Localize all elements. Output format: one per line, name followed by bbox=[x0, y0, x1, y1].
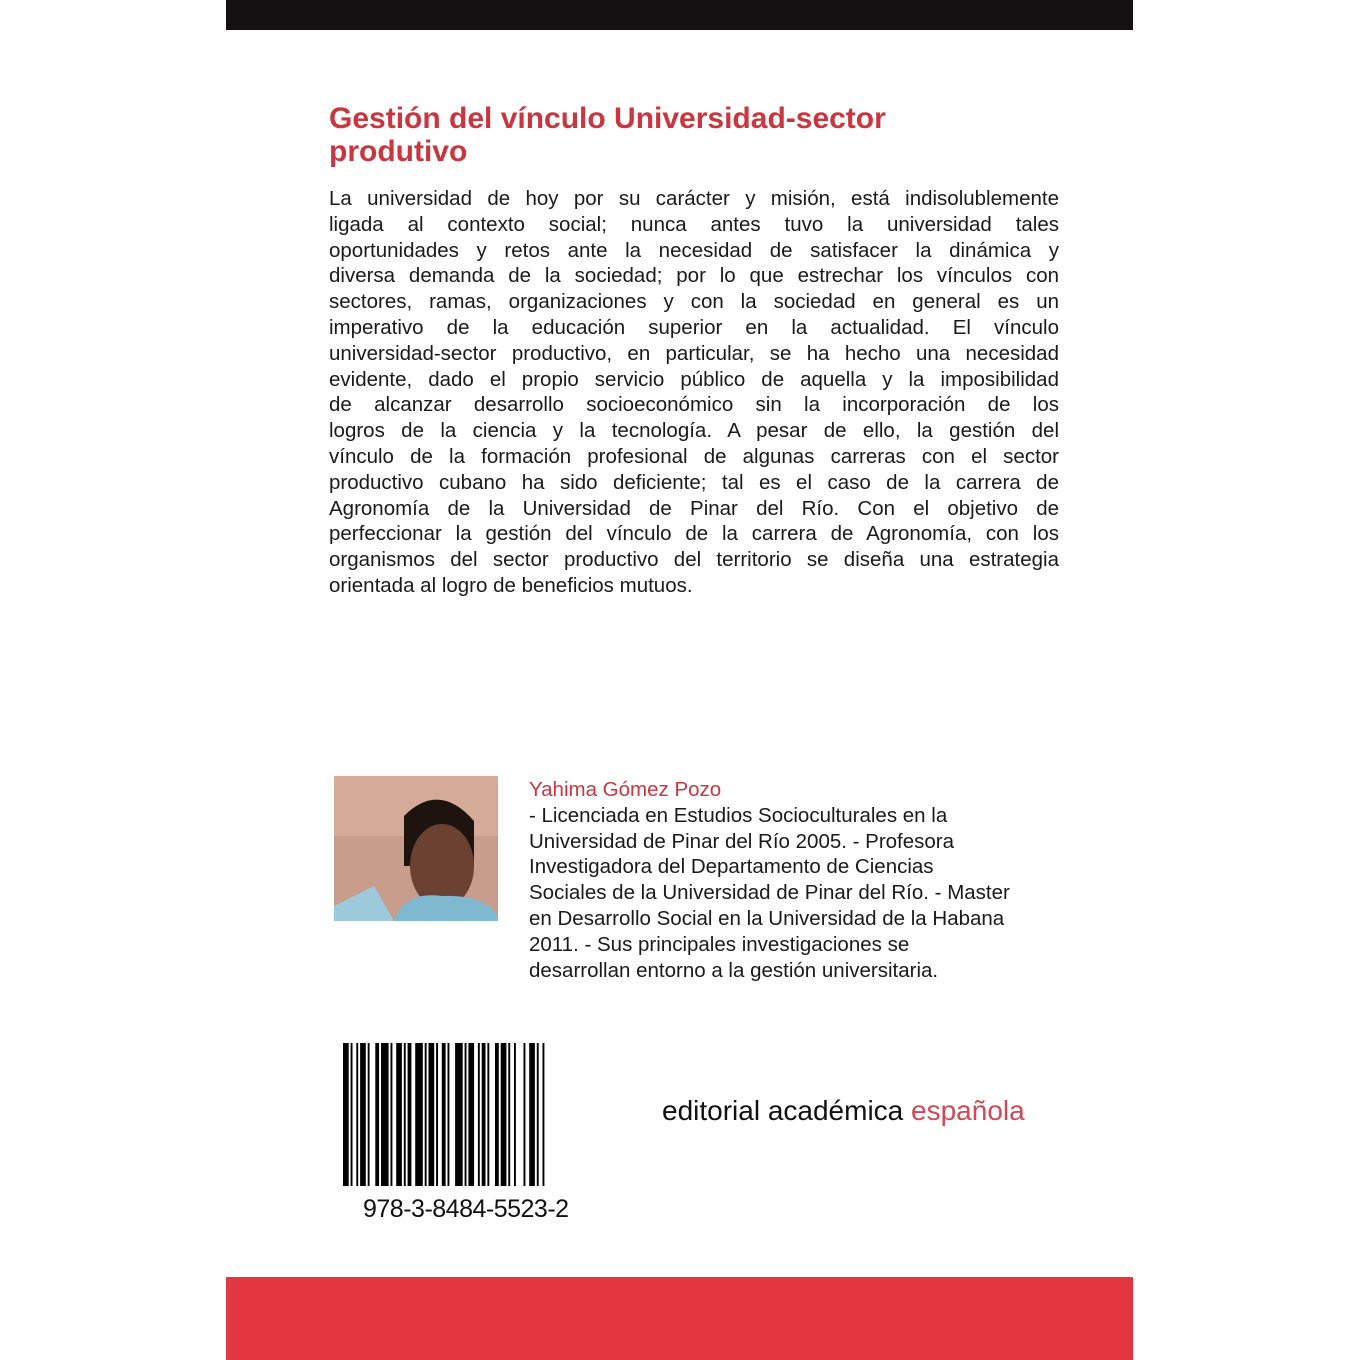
blurb-line: oportunidades y retos ante la necesidad de satisfacer la dinámica y bbox=[329, 238, 1059, 262]
barcode-bar bbox=[524, 1043, 526, 1186]
barcode-bar bbox=[360, 1043, 366, 1186]
blurb-line: logros de la ciencia y la tecnología. A pesar de ello, la gestión del bbox=[329, 419, 1059, 443]
barcode-bar bbox=[508, 1043, 510, 1186]
blurb-line: La universidad de hoy por su carácter y misión, está indisolublemente bbox=[329, 187, 1059, 210]
barcode-bar bbox=[529, 1043, 535, 1186]
bio-line: Investigadora del Departamento de Ciencias bbox=[529, 855, 934, 879]
publisher-logo bbox=[662, 1095, 1025, 1127]
barcode-bar bbox=[375, 1043, 379, 1186]
barcode-bar bbox=[514, 1043, 516, 1186]
barcode-bar bbox=[381, 1043, 389, 1186]
barcode-bar bbox=[537, 1043, 539, 1186]
barcode-bar bbox=[436, 1043, 438, 1186]
barcode-bar bbox=[501, 1043, 507, 1186]
barcode-bar bbox=[356, 1043, 358, 1186]
barcode-bar bbox=[448, 1043, 450, 1186]
barcode-bar bbox=[495, 1043, 499, 1186]
barcode-bar bbox=[351, 1043, 353, 1186]
barcode-bar bbox=[408, 1043, 412, 1186]
book-back-cover bbox=[226, 0, 1133, 1360]
blurb-line: orientada al logro de beneficios mutuos. bbox=[329, 573, 693, 597]
blurb-line: productivo cubano ha sido deficiente; tal es el caso de la carrera de bbox=[329, 470, 1059, 494]
blurb-line: organismos del sector productivo del territorio se diseña una estrategia bbox=[329, 548, 1059, 572]
bio-line: desarrollan entorno a la gestión universitaria. bbox=[529, 958, 939, 982]
barcode-bar bbox=[465, 1043, 467, 1186]
barcode-bar bbox=[468, 1043, 474, 1186]
barcode-bar bbox=[455, 1043, 463, 1186]
barcode-bar bbox=[487, 1043, 489, 1186]
author-photo bbox=[334, 776, 498, 921]
blurb-line: sectores, ramas, organizaciones y con la sociedad en general es un bbox=[329, 290, 1059, 314]
barcode-bar bbox=[429, 1043, 435, 1186]
barcode-bar bbox=[425, 1043, 427, 1186]
blurb-line: de alcanzar desarrollo socioeconómico sin la incorporación de los bbox=[329, 393, 1059, 417]
barcode-bar bbox=[343, 1043, 349, 1186]
bottom-red-band bbox=[226, 1277, 1133, 1360]
blurb-line: Agronomía de la Universidad de Pinar del Río. Con el objetivo de bbox=[329, 496, 1059, 520]
book-title: Gestión del vínculo Universidad-sector produtivo bbox=[329, 102, 886, 168]
blurb-line: perfeccionar la gestión del vínculo de la carrera de Agronomía, con los bbox=[329, 522, 1059, 546]
blurb-line: ligada al contexto social; nunca antes tuvo la universidad tales bbox=[329, 212, 1059, 236]
isbn-number: 978-3-8484-5523-2 bbox=[363, 1195, 569, 1223]
barcode-bar bbox=[543, 1043, 545, 1186]
bio-line: Sociales de la Universidad de Pinar del Río. - Master bbox=[529, 881, 1010, 905]
author-section bbox=[529, 777, 1069, 983]
bio-line: - Licenciada en Estudios Socioculturales en la bbox=[529, 803, 948, 827]
book-blurb bbox=[329, 186, 1059, 599]
barcode-bar bbox=[368, 1043, 370, 1186]
top-black-band bbox=[226, 0, 1133, 30]
barcode-bar bbox=[404, 1043, 406, 1186]
barcode-bar bbox=[396, 1043, 402, 1186]
blurb-line: vínculo de la formación profesional de algunas carreras con el sector bbox=[329, 444, 1059, 468]
barcode-bar bbox=[415, 1043, 423, 1186]
barcode-bar bbox=[391, 1043, 393, 1186]
author-name: Yahima Gómez Pozo bbox=[529, 778, 722, 801]
publisher-name-accent: española bbox=[911, 1095, 1025, 1126]
bio-line: en Desarrollo Social en la Universidad de la Habana bbox=[529, 906, 1005, 930]
bio-line: 2011. - Sus principales investigaciones se bbox=[529, 932, 910, 956]
blurb-line: evidente, dado el propio servicio público de aquella y la imposibilidad bbox=[329, 367, 1059, 391]
author-bio bbox=[529, 803, 1069, 984]
blurb-line: diversa demanda de la sociedad; por lo que estrechar los vínculos con bbox=[329, 264, 1059, 288]
isbn-barcode bbox=[343, 1043, 608, 1186]
blurb-line: universidad-sector productivo, en particular, se ha hecho una necesidad bbox=[329, 341, 1059, 365]
publisher-name: editorial académica bbox=[662, 1095, 904, 1126]
barcode-bar bbox=[478, 1043, 480, 1186]
blurb-line: imperativo de la educación superior en la actualidad. El vínculo bbox=[329, 315, 1059, 339]
barcode-bar bbox=[442, 1043, 446, 1186]
barcode-bar bbox=[482, 1043, 486, 1186]
bio-line: Universidad de Pinar del Río 2005. - Profesora bbox=[529, 829, 955, 853]
